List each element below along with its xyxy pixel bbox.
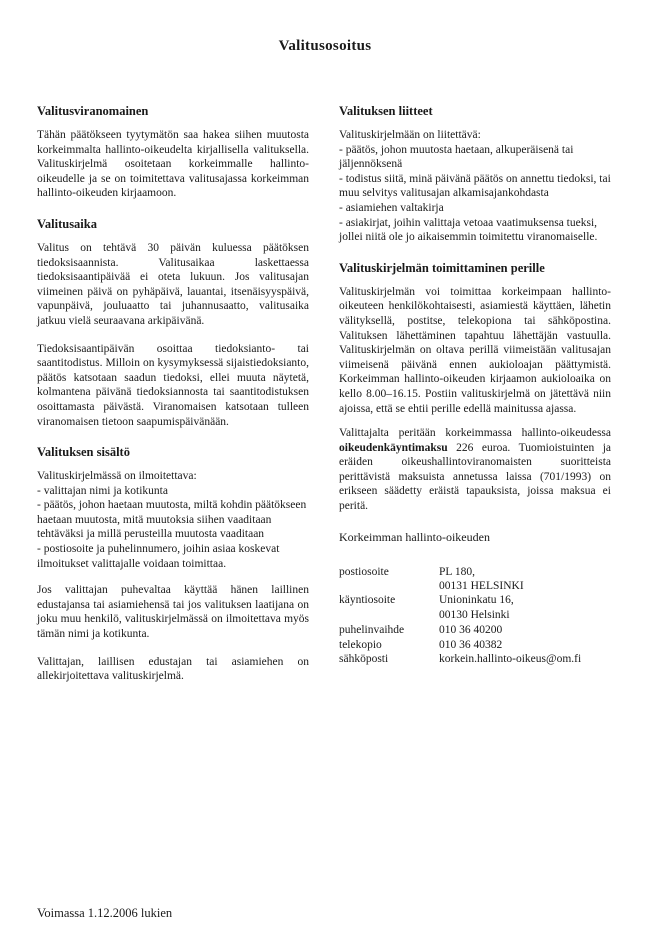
section-heading: Valituksen liitteet (339, 104, 433, 118)
list-item: - asiakirjat, joihin valittaja vetoaa vaatimuksensa tueksi, jollei niitä ole jo aikaisemmin toimitettu viranomaiselle. (339, 216, 598, 244)
contact-row (339, 652, 581, 666)
contact-value: 00131 HELSINKI (439, 580, 524, 593)
section-contact (339, 530, 611, 667)
contact-value: 010 36 40200 (439, 624, 503, 637)
fee-text-before: Valittajalta peritään korkeimmassa hallinto-oikeudessa (339, 427, 611, 440)
section-heading: Valitusviranomainen (37, 104, 149, 118)
paragraph: Valitus on tehtävä 30 päivän kuluessa päätöksen tiedoksisaannista. Valitusaikaa laskettaessa tiedoksisaantipäivää ei oteta lukuun. Jos valitusajan viimeinen päivä on pyhäpäivä, lauantai, itsenäisyyspäivä, vapunpäivä, jouluaatto tai juhannusaatto, valitusaika jatkuu vielä seuraavana arkipäivänä. (37, 241, 309, 327)
list-item: - todistus siitä, minä päivänä päätös on annettu tiedoksi, tai muu selvitys valitusajan alkamisajankohdasta (339, 172, 611, 200)
paragraph: Valituskirjelmän voi toimittaa korkeimpaan hallinto-oikeuteen henkilökohtaisesti, asiamiestä käyttäen, lähetin välityksellä, postitse, telekopiona tai sähköpostina. Valituksen lähettäminen tapahtuu lähettäjän vastuulla. Valituskirjelmän on oltava perillä viimeistään valitusajan viimeisenä päivänä ennen aukioloajan päättymistä. Korkeimman hallinto-oikeuden kirjaamon aukioloaika on kello 8.00–16.15. Postiin valituskirjelmä on jätettävä niin ajoissa, että se ehtii perille edellä mainitussa ajassa. (339, 285, 611, 415)
contact-value: 010 36 40382 (439, 638, 503, 651)
contact-row (339, 608, 581, 622)
list-item: - postiosoite ja puhelinnumero, joihin asiaa koskevat ilmoitukset valittajalle voidaan toimittaa. (37, 543, 280, 570)
page-title: Valitusosoitus (278, 38, 372, 54)
right-column (339, 104, 611, 683)
contact-heading: Korkeimman hallinto-oikeuden (339, 529, 490, 544)
list-item: - päätös, johon haetaan muutosta, miltä kohdin päätökseen haetaan muutosta, mitä muutoksia siihen vaaditaan tehtäväksi ja millä perusteilla muutosta vaaditaan (37, 499, 307, 541)
paragraph: Valittajan, laillisen edustajan tai asiamiehen on allekirjoitettava valituskirjelmä. (37, 655, 309, 683)
section-toimittaminen-perille (339, 261, 611, 514)
contact-row (339, 565, 581, 579)
section-heading: Valituskirjelmän toimittaminen perille (339, 260, 545, 275)
contact-row (339, 593, 581, 607)
section-heading: Valitusaika (37, 216, 97, 231)
paragraph-fee (339, 426, 611, 514)
section-valituksen-liitteet (339, 104, 611, 245)
contact-table (339, 565, 581, 667)
contact-value: PL 180, (439, 565, 475, 578)
paragraph: Tähän päätökseen tyytymätön saa hakea siihen muutosta korkeimmalta hallinto-oikeudelta kirjallisella valituksella. Valituskirjelmä osoitetaan korkeimmalle hallinto-oikeudelle ja se on toimitettava valitusajassa korkeimman hallinto-oikeuden kirjaamoon. (37, 129, 309, 200)
contact-label: käyntiosoite (339, 594, 396, 607)
list-intro: Valituskirjelmään on liitettävä: (339, 129, 481, 141)
contact-label: sähköposti (339, 653, 389, 666)
list-intro: Valituskirjelmässä on ilmoitettava: (37, 470, 197, 483)
contact-value: 00130 Helsinki (439, 608, 510, 621)
validity-footer: Voimassa 1.12.2006 lukien (37, 906, 173, 920)
contact-email[interactable]: korkein.hallinto-oikeus@om.fi (439, 653, 582, 666)
attachments-list (339, 128, 611, 245)
fee-term: oikeudenkäyntimaksu (339, 441, 448, 454)
section-valitusaika (37, 217, 309, 429)
paragraph: Jos valittajan puhevaltaa käyttää hänen laillinen edustajansa tai asiamiehensä tai jos valituksen laatijana on joku muu henkilö, valituskirjelmässä on ilmoitettava myös tämän nimi ja kotikunta. (37, 584, 309, 641)
contact-row (339, 622, 581, 637)
contact-row (339, 638, 581, 652)
content-list (37, 469, 309, 571)
list-item: - valittajan nimi ja kotikunta (37, 484, 168, 497)
section-valitusviranomainen (37, 104, 309, 201)
list-item: - päätös, johon muutosta haetaan, alkuperäisenä tai jäljennöksenä (339, 143, 574, 171)
contact-value: Unioninkatu 16, (439, 594, 514, 607)
contact-label: postiosoite (339, 565, 389, 578)
list-item: - asiamiehen valtakirja (339, 201, 444, 214)
contact-label (339, 579, 439, 593)
section-heading: Valituksen sisältö (37, 445, 130, 460)
contact-label: telekopio (339, 638, 382, 651)
contact-label: puhelinvaihde (339, 624, 405, 637)
contact-label (339, 608, 439, 622)
paragraph: Tiedoksisaantipäivän osoittaa tiedoksianto- tai saantitodistus. Milloin on kysymyksessä sijaistiedoksianto, päätös katsotaan saadun tiedoksi, ellei muuta näytetä, kolmantena päivänä tiedoksiannosta tai saantitodistuksen osoittamasta päivästä. Viranomaisen katsotaan tulleen viranomaisen tietoon saapumispäivänään. (37, 342, 309, 428)
section-valituksen-sisalto (37, 445, 309, 684)
fee-text-after: 226 euroa. Tuomioistuinten ja eräiden oikeushallintoviranomaisten suoritteista perittävistä maksuista annetussa laissa (701/1993) on erikseen säädetty eräistä tapauksista, joissa maksua ei peritä. (339, 441, 611, 513)
contact-row (339, 579, 581, 593)
left-column (37, 104, 309, 700)
